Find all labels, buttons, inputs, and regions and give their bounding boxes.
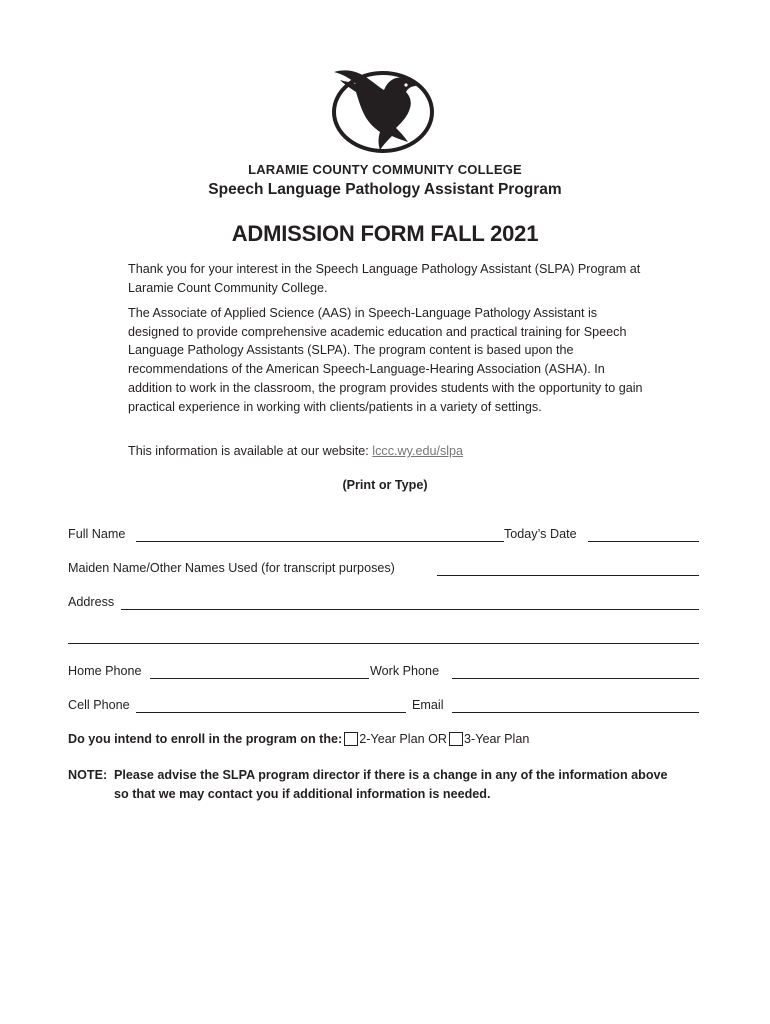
full-name-field[interactable]	[136, 541, 504, 542]
email-label: Email	[412, 698, 444, 712]
note-label: NOTE:	[68, 768, 108, 782]
home-phone-field[interactable]	[150, 678, 369, 679]
work-phone-field[interactable]	[452, 678, 699, 679]
todays-date-label: Today’s Date	[504, 527, 577, 541]
maiden-name-label: Maiden Name/Other Names Used (for transcript purposes)	[68, 561, 395, 575]
form-title: ADMISSION FORM FALL 2021	[231, 221, 539, 246]
three-year-plan-label: 3-Year Plan	[464, 732, 530, 746]
cell-phone-label: Cell Phone	[68, 698, 130, 712]
three-year-plan-checkbox[interactable]	[449, 732, 463, 746]
website-link[interactable]: lccc.wy.edu/slpa	[372, 444, 464, 458]
intro-paragraph-1: Thank you for your interest in the Speech Language Pathology Assistant (SLPA) Program at Laramie Count Community College.	[128, 262, 641, 295]
two-year-plan-checkbox[interactable]	[344, 732, 358, 746]
enroll-question-row	[68, 732, 529, 746]
full-name-label: Full Name	[68, 527, 126, 541]
two-year-plan-label: 2-Year Plan OR	[359, 732, 448, 746]
maiden-name-field[interactable]	[437, 575, 699, 576]
note-block	[68, 766, 708, 804]
address-field-line-1[interactable]	[121, 609, 699, 610]
website-prefix: This information is available at our website:	[128, 444, 373, 458]
address-field-line-2[interactable]	[68, 643, 699, 644]
note-text-line-2: so that we may contact you if additional information is needed.	[114, 787, 491, 801]
website-paragraph	[128, 442, 648, 461]
cell-phone-field[interactable]	[136, 712, 406, 713]
intro-paragraph-2: The Associate of Applied Science (AAS) in Speech-Language Pathology Assistant is designed to provide comprehensive academic education and practical training for Speech Language Pathology Assistants (SLPA). The program content is based upon the recommendations of the American Speech-Language-Hearing Association (ASHA). In addition to work in the classroom, the program provides students with the opportunity to gain practical experience in working with clients/patients in a variety of settings.	[128, 306, 643, 414]
note-text-line-1: Please advise the SLPA program director if there is a change in any of the information above	[114, 768, 668, 782]
eagle-logo	[330, 66, 436, 154]
program-name: Speech Language Pathology Assistant Program	[208, 181, 562, 198]
todays-date-field[interactable]	[588, 541, 699, 542]
print-or-type-instruction: (Print or Type)	[342, 478, 428, 492]
home-phone-label: Home Phone	[68, 664, 142, 678]
enroll-question: Do you intend to enroll in the program on the:	[68, 732, 343, 746]
college-name: LARAMIE COUNTY COMMUNITY COLLEGE	[248, 162, 522, 177]
address-label: Address	[68, 595, 115, 609]
work-phone-label: Work Phone	[370, 664, 440, 678]
email-field[interactable]	[452, 712, 699, 713]
